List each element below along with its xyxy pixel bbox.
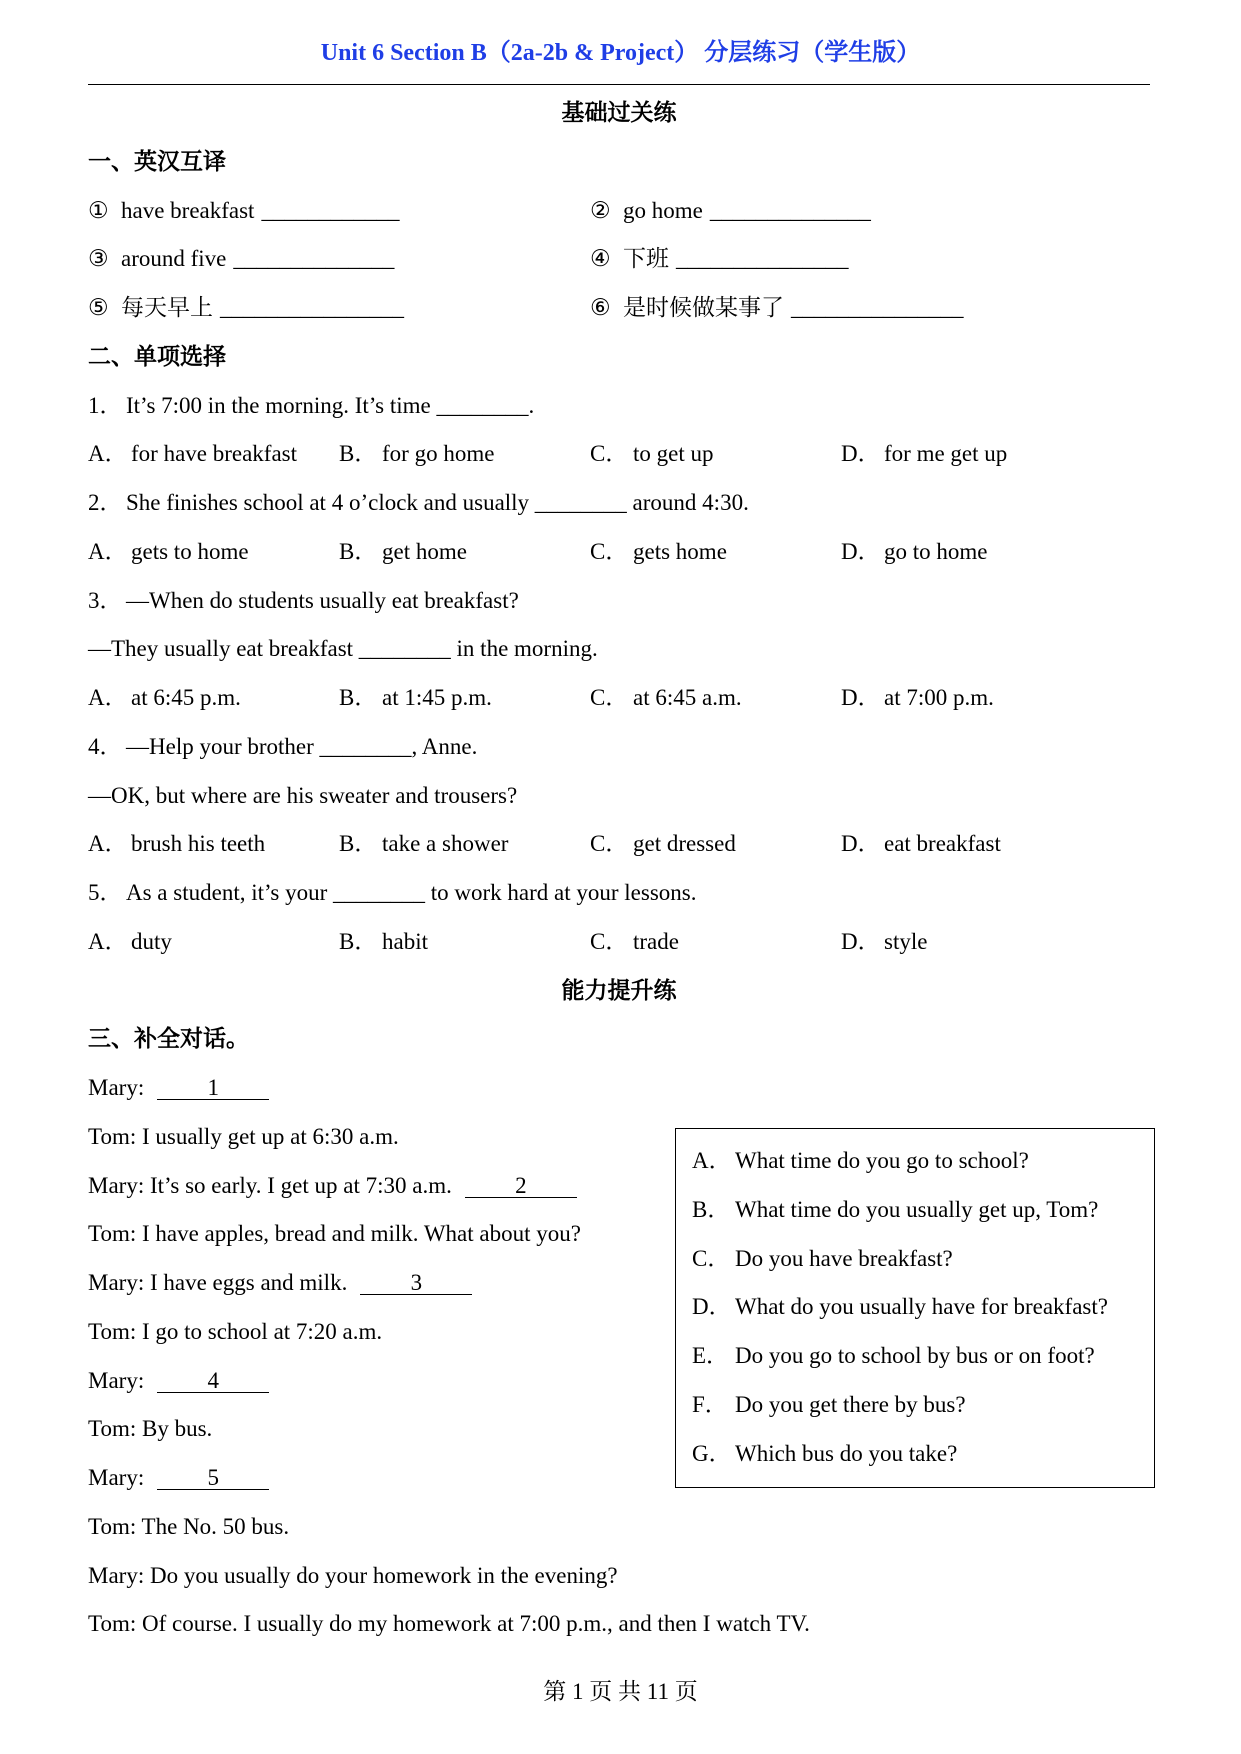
- translation-item: [590, 187, 1092, 236]
- part-heading-basic: 基础过关练: [561, 100, 677, 125]
- choice-label: B．: [692, 1196, 731, 1222]
- option-text: style: [884, 928, 928, 954]
- option-label: C．: [590, 538, 629, 564]
- option-label: D．: [841, 441, 881, 467]
- option-b: [339, 674, 590, 723]
- option-d: [841, 820, 1092, 869]
- answer-blank: ______________: [233, 246, 395, 272]
- dialogue-blank: 2: [465, 1175, 577, 1198]
- option-label: B．: [339, 538, 378, 564]
- option-text: to get up: [633, 441, 714, 467]
- option-a: [88, 430, 339, 479]
- option-c: [590, 918, 841, 967]
- item-number: ⑥: [590, 295, 611, 320]
- translation-item: [88, 235, 590, 284]
- question-number: 1．: [88, 392, 123, 418]
- choice-text: Do you get there by bus?: [735, 1391, 966, 1417]
- item-number: ③: [88, 246, 109, 272]
- question-text: —They usually eat breakfast ________ in the morning.: [88, 636, 598, 662]
- question-stem-continued: [88, 772, 1150, 821]
- choice-label: F．: [692, 1391, 728, 1417]
- item-text: have breakfast: [121, 197, 255, 223]
- dialogue-text: Tom: Of course. I usually do my homework at 7:00 p.m., and then I watch TV.: [88, 1611, 810, 1637]
- dialogue-text: Tom: I have apples, bread and milk. What about you?: [88, 1221, 581, 1247]
- option-text: get dressed: [633, 831, 736, 857]
- dialogue-text: Mary:: [88, 1367, 145, 1393]
- option-label: C．: [590, 928, 629, 954]
- question-stem: [88, 723, 1150, 772]
- answer-choices-box: [675, 1128, 1155, 1488]
- answer-blank: ________________: [220, 295, 404, 320]
- page-footer: 第 1 页 共 11 页: [543, 1679, 698, 1704]
- option-text: habit: [382, 928, 428, 954]
- choice-item: [692, 1137, 1154, 1186]
- option-text: trade: [633, 928, 679, 954]
- worksheet-title: Unit 6 Section B（2a-2b & Project） 分层练习（学生版）: [320, 40, 921, 66]
- option-text: at 6:45 a.m.: [633, 685, 742, 710]
- dialogue-text: Tom: By bus.: [88, 1416, 213, 1442]
- item-text: 是时候做某事了: [623, 295, 784, 320]
- option-text: for me get up: [884, 441, 1008, 467]
- question-text: —Help your brother ________, Anne.: [126, 733, 478, 759]
- item-number: ②: [590, 197, 611, 223]
- option-label: D．: [841, 685, 881, 710]
- header-rule: [88, 84, 1150, 85]
- choice-text: Do you go to school by bus or on foot?: [735, 1343, 1095, 1368]
- option-label: A．: [88, 685, 128, 710]
- option-a: [88, 820, 339, 869]
- question-options: [88, 528, 1150, 577]
- option-label: A．: [88, 831, 128, 857]
- question-text: —OK, but where are his sweater and trousers?: [88, 782, 518, 808]
- question-stem: [88, 479, 1150, 528]
- item-number: ④: [590, 246, 611, 272]
- question-number: 4．: [88, 733, 123, 759]
- choice-text: Do you have breakfast?: [735, 1245, 953, 1271]
- option-b: [339, 918, 590, 967]
- dialogue-blank: 5: [157, 1467, 269, 1490]
- option-text: duty: [131, 928, 172, 954]
- option-text: go to home: [884, 538, 988, 564]
- question-options: [88, 430, 1150, 479]
- translation-item: [590, 284, 1092, 333]
- translation-row: [88, 235, 1150, 284]
- option-label: C．: [590, 441, 629, 467]
- option-label: B．: [339, 831, 378, 857]
- option-d: [841, 918, 1092, 967]
- question-text: As a student, it’s your ________ to work hard at your lessons.: [126, 880, 697, 905]
- dialogue-blank: 1: [157, 1077, 269, 1100]
- answer-blank: ____________: [261, 197, 400, 223]
- option-label: C．: [590, 685, 629, 710]
- option-a: [88, 528, 339, 577]
- option-label: B．: [339, 685, 378, 710]
- part-heading-improve: 能力提升练: [561, 977, 677, 1003]
- choice-label: A．: [692, 1148, 732, 1173]
- dialogue-text: Mary: It’s so early. I get up at 7:30 a.m.: [88, 1172, 452, 1198]
- option-d: [841, 674, 1092, 723]
- dialogue-blank: 3: [360, 1272, 472, 1295]
- option-b: [339, 528, 590, 577]
- item-text: around five: [121, 246, 227, 272]
- option-label: A．: [88, 538, 128, 564]
- item-number: ⑤: [88, 295, 109, 320]
- choice-item: [692, 1186, 1154, 1235]
- question-options: [88, 918, 1150, 967]
- option-label: A．: [88, 441, 128, 467]
- option-c: [590, 528, 841, 577]
- option-c: [590, 820, 841, 869]
- option-text: eat breakfast: [884, 831, 1001, 857]
- question-stem-continued: [88, 625, 1150, 674]
- question-text: She finishes school at 4 o’clock and usually ________ around 4:30.: [126, 490, 749, 515]
- question-number: 3．: [88, 587, 123, 613]
- item-text: 下班: [623, 246, 669, 272]
- section-title-translation: 一、英汉互译: [88, 148, 226, 174]
- item-number: ①: [88, 197, 109, 223]
- dialogue-text: Mary: I have eggs and milk.: [88, 1270, 348, 1295]
- question-number: 5．: [88, 880, 123, 905]
- answer-blank: ______________: [709, 197, 871, 223]
- option-d: [841, 528, 1092, 577]
- option-label: B．: [339, 928, 378, 954]
- choice-item: [692, 1283, 1154, 1332]
- choice-label: D．: [692, 1294, 732, 1320]
- choice-text: What do you usually have for breakfast?: [735, 1294, 1108, 1320]
- option-label: A．: [88, 928, 128, 954]
- translation-row: [88, 284, 1150, 333]
- option-b: [339, 820, 590, 869]
- option-text: at 1:45 p.m.: [382, 685, 492, 710]
- option-label: D．: [841, 928, 881, 954]
- answer-blank: _______________: [676, 246, 849, 272]
- translation-item: [88, 284, 590, 333]
- dialogue-line: [88, 1552, 1150, 1601]
- choice-item: [692, 1235, 1154, 1284]
- dialogue-text: Mary: Do you usually do your homework in the evening?: [88, 1562, 618, 1588]
- option-label: D．: [841, 538, 881, 564]
- option-a: [88, 674, 339, 723]
- choice-text: What time do you usually get up, Tom?: [735, 1196, 1099, 1222]
- option-label: B．: [339, 441, 378, 467]
- question-stem: [88, 577, 1150, 626]
- option-text: at 6:45 p.m.: [131, 685, 241, 710]
- option-label: C．: [590, 831, 629, 857]
- option-text: get home: [382, 538, 467, 564]
- question-text: It’s 7:00 in the morning. It’s time ________.: [126, 392, 535, 418]
- dialogue-line: [88, 1064, 1150, 1113]
- option-c: [590, 674, 841, 723]
- dialogue-text: Tom: I usually get up at 6:30 a.m.: [88, 1123, 399, 1149]
- option-text: for go home: [382, 441, 495, 467]
- choice-label: E．: [692, 1343, 730, 1368]
- choice-label: C．: [692, 1245, 731, 1271]
- question-stem: [88, 869, 1150, 918]
- section-title-dialogue: 三、补全对话。: [88, 1026, 249, 1052]
- option-text: brush his teeth: [131, 831, 266, 857]
- dialogue-text: Mary:: [88, 1075, 145, 1100]
- dialogue-blank: 4: [157, 1370, 269, 1393]
- option-text: gets home: [633, 538, 727, 564]
- option-text: at 7:00 p.m.: [884, 685, 994, 710]
- option-text: for have breakfast: [131, 441, 298, 467]
- dialogue-line: [88, 1600, 1150, 1649]
- dialogue-text: Tom: I go to school at 7:20 a.m.: [88, 1318, 383, 1344]
- section-title-choice: 二、单项选择: [88, 343, 226, 369]
- option-text: take a shower: [382, 831, 509, 857]
- choice-item: [692, 1332, 1154, 1381]
- dialogue-line: [88, 1503, 1150, 1552]
- question-options: [88, 674, 1150, 723]
- choice-text: Which bus do you take?: [735, 1440, 958, 1466]
- answer-blank: _______________: [791, 295, 964, 320]
- option-text: gets to home: [131, 538, 249, 564]
- choice-label: G．: [692, 1440, 732, 1466]
- translation-row: [88, 187, 1150, 236]
- question-text: —When do students usually eat breakfast?: [126, 587, 519, 613]
- translation-item: [590, 235, 1092, 284]
- translation-item: [88, 187, 590, 236]
- option-d: [841, 430, 1092, 479]
- question-number: 2．: [88, 490, 123, 515]
- choice-item: [692, 1381, 1154, 1430]
- option-c: [590, 430, 841, 479]
- option-label: D．: [841, 831, 881, 857]
- item-text: go home: [623, 197, 703, 223]
- dialogue-text: Mary:: [88, 1465, 145, 1490]
- choice-text: What time do you go to school?: [735, 1148, 1029, 1173]
- option-a: [88, 918, 339, 967]
- choice-item: [692, 1430, 1154, 1479]
- question-options: [88, 820, 1150, 869]
- question-stem: [88, 382, 1150, 431]
- dialogue-text: Tom: The No. 50 bus.: [88, 1513, 290, 1539]
- item-text: 每天早上: [121, 295, 213, 320]
- option-b: [339, 430, 590, 479]
